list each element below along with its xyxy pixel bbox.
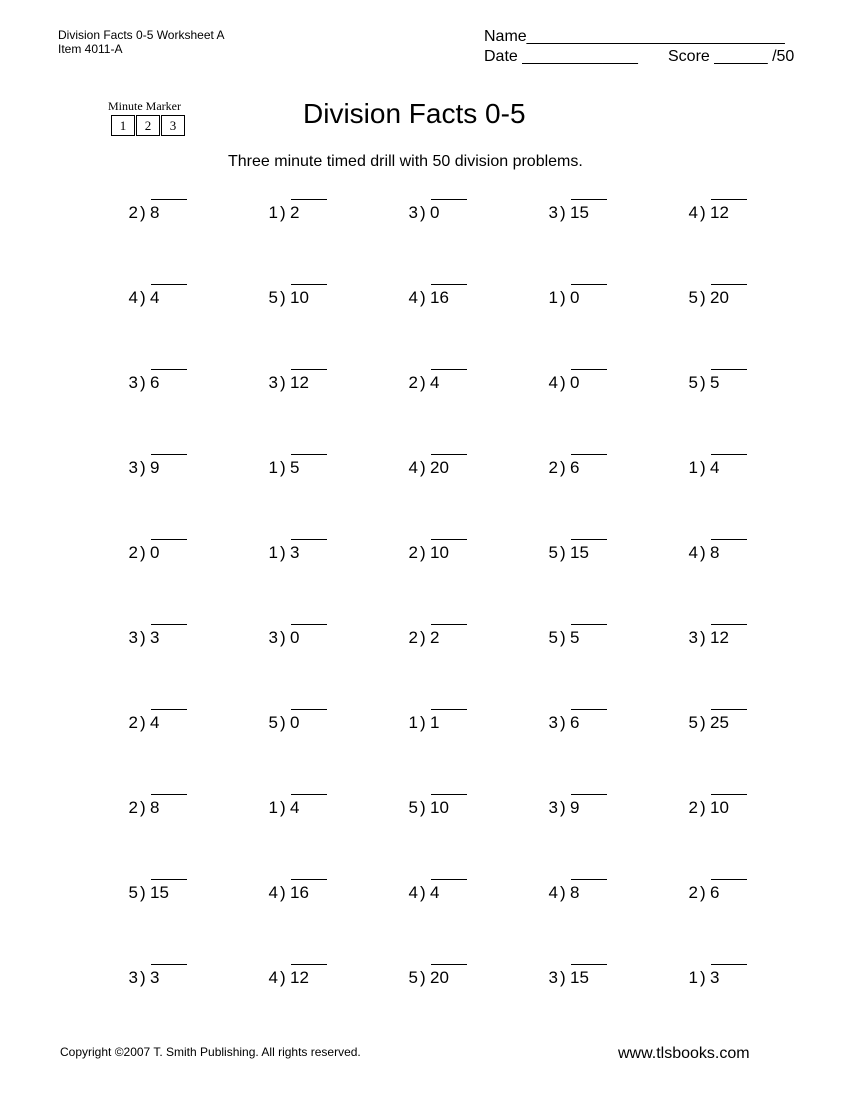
divisor: 2 <box>548 458 558 477</box>
division-problem <box>660 616 750 652</box>
division-problem <box>240 276 330 312</box>
divisor: 1 <box>268 203 278 222</box>
division-problem <box>380 786 470 822</box>
division-problem <box>100 361 190 397</box>
division-bracket: ) <box>700 798 706 817</box>
dividend: 2 <box>290 203 300 222</box>
division-problem <box>520 616 610 652</box>
answer-line <box>291 709 327 710</box>
division-problem <box>660 531 750 567</box>
division-problem <box>660 786 750 822</box>
division-problem <box>380 616 470 652</box>
dividend: 10 <box>430 543 449 562</box>
dividend: 5 <box>570 628 580 647</box>
divisor: 5 <box>408 968 418 987</box>
division-problem <box>380 956 470 992</box>
divisor: 2 <box>688 883 698 902</box>
divisor: 4 <box>688 203 698 222</box>
dividend: 20 <box>430 458 449 477</box>
divisor: 3 <box>268 628 278 647</box>
answer-line <box>431 539 467 540</box>
division-bracket: ) <box>420 288 426 307</box>
answer-line <box>291 369 327 370</box>
dividend: 4 <box>150 713 160 732</box>
division-problem <box>240 701 330 737</box>
division-problem <box>380 701 470 737</box>
division-bracket: ) <box>140 203 146 222</box>
copyright-notice: Copyright ©2007 T. Smith Publishing. All rights reserved. <box>60 1045 361 1059</box>
answer-line <box>151 199 187 200</box>
answer-line <box>571 964 607 965</box>
division-problem <box>100 871 190 907</box>
division-problem <box>520 191 610 227</box>
division-problem <box>240 871 330 907</box>
division-bracket: ) <box>560 543 566 562</box>
document-title: Division Facts 0-5 Worksheet A <box>58 28 225 42</box>
dividend: 4 <box>430 883 440 902</box>
dividend: 3 <box>710 968 720 987</box>
answer-line <box>711 794 747 795</box>
divisor: 5 <box>268 288 278 307</box>
division-bracket: ) <box>280 203 286 222</box>
divisor: 2 <box>128 713 138 732</box>
answer-line <box>711 199 747 200</box>
dividend: 3 <box>150 628 160 647</box>
division-bracket: ) <box>700 883 706 902</box>
division-problem <box>660 191 750 227</box>
answer-line <box>151 539 187 540</box>
answer-line <box>291 794 327 795</box>
name-field: Name_____________________________ <box>484 28 785 45</box>
division-problem <box>380 531 470 567</box>
dividend: 4 <box>710 458 720 477</box>
division-problem <box>520 531 610 567</box>
page-title: Division Facts 0-5 <box>303 98 526 129</box>
divisor: 4 <box>548 883 558 902</box>
dividend: 12 <box>710 628 729 647</box>
answer-line <box>711 879 747 880</box>
page-subtitle: Three minute timed drill with 50 division problems. <box>228 153 583 170</box>
division-bracket: ) <box>700 628 706 647</box>
divisor: 4 <box>408 883 418 902</box>
dividend: 16 <box>430 288 449 307</box>
divisor: 3 <box>548 798 558 817</box>
division-problem <box>660 361 750 397</box>
division-bracket: ) <box>700 713 706 732</box>
division-problem <box>100 276 190 312</box>
answer-line <box>291 539 327 540</box>
division-problem <box>660 276 750 312</box>
division-bracket: ) <box>140 628 146 647</box>
division-problem <box>380 191 470 227</box>
divisor: 1 <box>268 543 278 562</box>
dividend: 20 <box>710 288 729 307</box>
division-bracket: ) <box>280 628 286 647</box>
divisor: 5 <box>268 713 278 732</box>
dividend: 0 <box>150 543 160 562</box>
website-link: www.tlsbooks.com <box>618 1045 750 1062</box>
divisor: 3 <box>548 968 558 987</box>
divisor: 1 <box>688 458 698 477</box>
answer-line <box>431 284 467 285</box>
division-problem <box>240 191 330 227</box>
division-problem <box>660 871 750 907</box>
dividend: 9 <box>570 798 580 817</box>
division-problem <box>520 786 610 822</box>
dividend: 10 <box>710 798 729 817</box>
division-bracket: ) <box>280 798 286 817</box>
dividend: 15 <box>570 203 589 222</box>
dividend: 15 <box>150 883 169 902</box>
division-problem <box>520 871 610 907</box>
divisor: 1 <box>268 798 278 817</box>
dividend: 15 <box>570 968 589 987</box>
divisor: 4 <box>408 288 418 307</box>
answer-line <box>571 284 607 285</box>
dividend: 4 <box>430 373 440 392</box>
division-problem <box>100 956 190 992</box>
division-bracket: ) <box>560 798 566 817</box>
minute-marker-box-1: 1 <box>111 115 135 136</box>
dividend: 9 <box>150 458 160 477</box>
division-problem <box>100 701 190 737</box>
division-bracket: ) <box>280 288 286 307</box>
dividend: 6 <box>570 458 580 477</box>
divisor: 5 <box>688 373 698 392</box>
divisor: 3 <box>128 458 138 477</box>
answer-line <box>151 454 187 455</box>
division-bracket: ) <box>420 968 426 987</box>
answer-line <box>151 964 187 965</box>
answer-line <box>571 199 607 200</box>
division-problem <box>240 361 330 397</box>
dividend: 0 <box>290 628 300 647</box>
dividend: 6 <box>710 883 720 902</box>
divisor: 3 <box>548 203 558 222</box>
dividend: 1 <box>430 713 440 732</box>
dividend: 20 <box>430 968 449 987</box>
answer-line <box>431 964 467 965</box>
division-problem <box>380 446 470 482</box>
divisor: 3 <box>128 373 138 392</box>
answer-line <box>431 794 467 795</box>
divisor: 2 <box>128 203 138 222</box>
divisor: 3 <box>408 203 418 222</box>
minute-marker-box-2: 2 <box>136 115 160 136</box>
division-problem <box>240 956 330 992</box>
divisor: 5 <box>548 543 558 562</box>
dividend: 25 <box>710 713 729 732</box>
answer-line <box>571 539 607 540</box>
answer-line <box>571 454 607 455</box>
divisor: 4 <box>408 458 418 477</box>
division-bracket: ) <box>420 798 426 817</box>
division-bracket: ) <box>280 458 286 477</box>
division-bracket: ) <box>560 968 566 987</box>
answer-line <box>571 794 607 795</box>
division-bracket: ) <box>140 968 146 987</box>
division-bracket: ) <box>700 543 706 562</box>
division-bracket: ) <box>560 628 566 647</box>
answer-line <box>291 624 327 625</box>
dividend: 8 <box>570 883 580 902</box>
division-problem <box>380 276 470 312</box>
answer-line <box>711 539 747 540</box>
dividend: 3 <box>290 543 300 562</box>
division-bracket: ) <box>420 883 426 902</box>
dividend: 0 <box>570 373 580 392</box>
division-problem <box>520 361 610 397</box>
division-bracket: ) <box>560 288 566 307</box>
answer-line <box>291 454 327 455</box>
dividend: 0 <box>430 203 440 222</box>
divisor: 1 <box>688 968 698 987</box>
answer-line <box>291 284 327 285</box>
division-problem <box>660 701 750 737</box>
answer-line <box>291 879 327 880</box>
division-bracket: ) <box>700 373 706 392</box>
division-bracket: ) <box>140 288 146 307</box>
answer-line <box>151 794 187 795</box>
answer-line <box>431 879 467 880</box>
division-problem <box>100 616 190 652</box>
answer-line <box>711 284 747 285</box>
dividend: 10 <box>430 798 449 817</box>
divisor: 2 <box>128 543 138 562</box>
divisor: 4 <box>548 373 558 392</box>
division-bracket: ) <box>420 458 426 477</box>
minute-marker-label: Minute Marker <box>108 99 181 113</box>
divisor: 2 <box>408 543 418 562</box>
division-bracket: ) <box>140 543 146 562</box>
division-bracket: ) <box>560 458 566 477</box>
division-bracket: ) <box>700 203 706 222</box>
division-problem <box>100 446 190 482</box>
answer-line <box>711 964 747 965</box>
division-problem <box>380 361 470 397</box>
division-bracket: ) <box>560 203 566 222</box>
answer-line <box>431 369 467 370</box>
answer-line <box>431 624 467 625</box>
division-problem <box>240 616 330 652</box>
division-bracket: ) <box>560 373 566 392</box>
date-field: Date _____________ <box>484 48 638 65</box>
divisor: 3 <box>128 628 138 647</box>
answer-line <box>431 709 467 710</box>
division-bracket: ) <box>700 968 706 987</box>
answer-line <box>431 199 467 200</box>
answer-line <box>151 709 187 710</box>
divisor: 4 <box>268 968 278 987</box>
dividend: 2 <box>430 628 440 647</box>
division-bracket: ) <box>700 458 706 477</box>
dividend: 0 <box>290 713 300 732</box>
dividend: 12 <box>290 968 309 987</box>
answer-line <box>711 454 747 455</box>
division-problem <box>660 956 750 992</box>
division-bracket: ) <box>140 883 146 902</box>
division-bracket: ) <box>140 713 146 732</box>
division-bracket: ) <box>700 288 706 307</box>
divisor: 4 <box>128 288 138 307</box>
divisor: 5 <box>128 883 138 902</box>
dividend: 6 <box>570 713 580 732</box>
division-bracket: ) <box>280 543 286 562</box>
item-number: Item 4011-A <box>58 42 123 56</box>
division-problem <box>240 786 330 822</box>
answer-line <box>571 879 607 880</box>
division-bracket: ) <box>280 713 286 732</box>
divisor: 3 <box>688 628 698 647</box>
answer-line <box>711 369 747 370</box>
divisor: 2 <box>408 373 418 392</box>
division-problem <box>240 446 330 482</box>
answer-line <box>711 624 747 625</box>
dividend: 6 <box>150 373 160 392</box>
dividend: 8 <box>710 543 720 562</box>
dividend: 8 <box>150 203 160 222</box>
answer-line <box>151 369 187 370</box>
divisor: 2 <box>688 798 698 817</box>
answer-line <box>291 199 327 200</box>
dividend: 8 <box>150 798 160 817</box>
division-problem <box>100 191 190 227</box>
answer-line <box>151 624 187 625</box>
division-problem <box>520 701 610 737</box>
division-problem <box>520 446 610 482</box>
division-bracket: ) <box>420 543 426 562</box>
answer-line <box>431 454 467 455</box>
answer-line <box>711 709 747 710</box>
division-problem <box>660 446 750 482</box>
division-bracket: ) <box>280 968 286 987</box>
division-bracket: ) <box>140 458 146 477</box>
dividend: 0 <box>570 288 580 307</box>
dividend: 3 <box>150 968 160 987</box>
answer-line <box>571 709 607 710</box>
division-problem <box>100 786 190 822</box>
divisor: 3 <box>268 373 278 392</box>
divisor: 5 <box>688 713 698 732</box>
division-bracket: ) <box>140 373 146 392</box>
answer-line <box>571 369 607 370</box>
division-bracket: ) <box>560 713 566 732</box>
division-bracket: ) <box>420 713 426 732</box>
dividend: 12 <box>710 203 729 222</box>
division-bracket: ) <box>420 628 426 647</box>
divisor: 2 <box>408 628 418 647</box>
dividend: 10 <box>290 288 309 307</box>
division-bracket: ) <box>140 798 146 817</box>
dividend: 4 <box>150 288 160 307</box>
division-bracket: ) <box>420 203 426 222</box>
dividend: 12 <box>290 373 309 392</box>
division-problem <box>520 276 610 312</box>
division-problem <box>240 531 330 567</box>
answer-line <box>151 284 187 285</box>
divisor: 1 <box>548 288 558 307</box>
divisor: 4 <box>688 543 698 562</box>
score-field: Score ______ /50 <box>668 48 795 65</box>
divisor: 5 <box>688 288 698 307</box>
answer-line <box>291 964 327 965</box>
answer-line <box>571 624 607 625</box>
dividend: 5 <box>710 373 720 392</box>
dividend: 4 <box>290 798 300 817</box>
minute-marker-box-3: 3 <box>161 115 185 136</box>
division-bracket: ) <box>280 883 286 902</box>
division-problem <box>520 956 610 992</box>
division-bracket: ) <box>420 373 426 392</box>
divisor: 4 <box>268 883 278 902</box>
dividend: 15 <box>570 543 589 562</box>
divisor: 5 <box>548 628 558 647</box>
answer-line <box>151 879 187 880</box>
dividend: 5 <box>290 458 300 477</box>
dividend: 16 <box>290 883 309 902</box>
divisor: 1 <box>268 458 278 477</box>
division-bracket: ) <box>280 373 286 392</box>
divisor: 1 <box>408 713 418 732</box>
division-bracket: ) <box>560 883 566 902</box>
divisor: 5 <box>408 798 418 817</box>
divisor: 3 <box>128 968 138 987</box>
divisor: 2 <box>128 798 138 817</box>
division-problem <box>380 871 470 907</box>
division-problem <box>100 531 190 567</box>
divisor: 3 <box>548 713 558 732</box>
